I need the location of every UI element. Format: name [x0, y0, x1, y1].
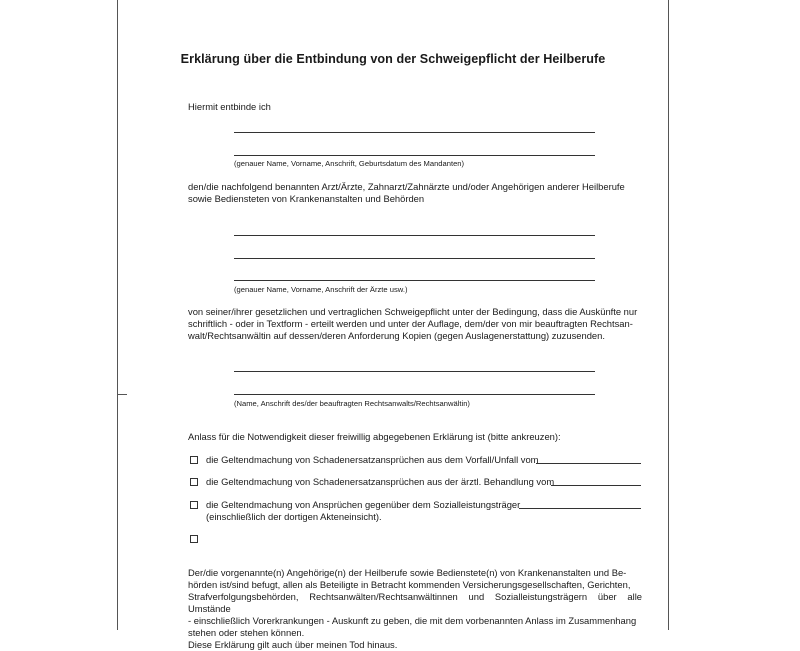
social-insurer-line[interactable] [519, 508, 641, 509]
lawyer-caption: (Name, Anschrift des/der beauftragten Rechtsanwalts/Rechtsanwältin) [234, 399, 470, 408]
page-border-left [117, 0, 118, 630]
paragraph-line: - einschließlich Vorerkrankungen - Auskunft zu geben, die mit dem vorbenannten Anlass im Zusammenhang [188, 615, 637, 626]
lawyer-line-1[interactable] [234, 371, 595, 372]
checkbox-accident[interactable] [190, 456, 198, 464]
client-name-line-2[interactable] [234, 155, 595, 156]
checkbox-social-insurer[interactable] [190, 501, 198, 509]
option-social-label: die Geltendmachung von Ansprüchen gegenüber dem Sozialleistungsträger [206, 499, 521, 510]
paragraph-line: schriftlich - oder in Textform - erteilt werden und unter der Auflage, dem/der von mir beauftragten Rechtsan- [188, 318, 633, 329]
paragraph-line: den/die nachfolgend benannten Arzt/Ärzte, Zahnarzt/Zahnärzte und/oder Angehörigen anderer Heilberufe [188, 181, 625, 192]
paragraph-line: von seiner/ihrer gesetzlichen und vertraglichen Schweigepflicht unter der Bedingung, dass die Auskünfte nur [188, 306, 638, 317]
paragraph-line: sowie Bediensteten von Krankenanstalten und Behörden [188, 193, 425, 204]
checkbox-other[interactable] [190, 535, 198, 543]
paragraph-doctors-intro [188, 181, 642, 205]
checkbox-treatment[interactable] [190, 478, 198, 486]
document-title: Erklärung über die Entbindung von der Schweigepflicht der Heilberufe [180, 52, 606, 66]
paragraph-conditions [188, 306, 642, 342]
option-accident-label: die Geltendmachung von Schadenersatzansprüchen aus dem Vorfall/Unfall vom [206, 454, 539, 465]
reason-intro: Anlass für die Notwendigkeit dieser freiwillig abgegebenen Erklärung ist (bitte ankreuzen): [188, 431, 561, 442]
paragraph-line: Strafverfolgungsbehörden, Rechtsanwälten/Rechtsanwältinnen und Sozialleistungsträgern über alle Umstände [188, 591, 642, 614]
doctor-line-1[interactable] [234, 235, 595, 236]
paragraph-line: Diese Erklärung gilt auch über meinen Tod hinaus. [188, 639, 398, 650]
lawyer-line-2[interactable] [234, 394, 595, 395]
paragraph-line: stehen oder stehen können. [188, 627, 305, 638]
option-social-label-2: (einschließlich der dortigen Akteneinsicht). [206, 511, 382, 522]
paragraph-line: walt/Rechtsanwältin auf dessen/deren Anforderung Kopien (gegen Auslagenerstattung) zuzusenden. [188, 330, 605, 341]
accident-date-line[interactable] [536, 463, 641, 464]
paragraph-line: hörden ist/sind befugt, allen als Beteiligte in Betracht kommenden Versicherungsgesellschaften, Gerichten, [188, 579, 631, 590]
client-name-line-1[interactable] [234, 132, 595, 133]
doctor-line-2[interactable] [234, 258, 595, 259]
treatment-date-line[interactable] [551, 485, 641, 486]
doctors-caption: (genauer Name, Vorname, Anschrift der Ärzte usw.) [234, 285, 408, 294]
option-treatment-label: die Geltendmachung von Schadenersatzansprüchen aus der ärztl. Behandlung vom [206, 476, 555, 487]
intro-text: Hiermit entbinde ich [188, 101, 271, 112]
client-caption: (genauer Name, Vorname, Anschrift, Geburtsdatum des Mandanten) [234, 159, 465, 168]
page-border-right [668, 0, 669, 630]
paragraph-authorization [188, 567, 642, 651]
doctor-line-3[interactable] [234, 280, 595, 281]
fold-mark [117, 394, 127, 395]
paragraph-line: Der/die vorgenannte(n) Angehörige(n) der Heilberufe sowie Bedienstete(n) von Krankenanstalten und Be- [188, 567, 627, 578]
